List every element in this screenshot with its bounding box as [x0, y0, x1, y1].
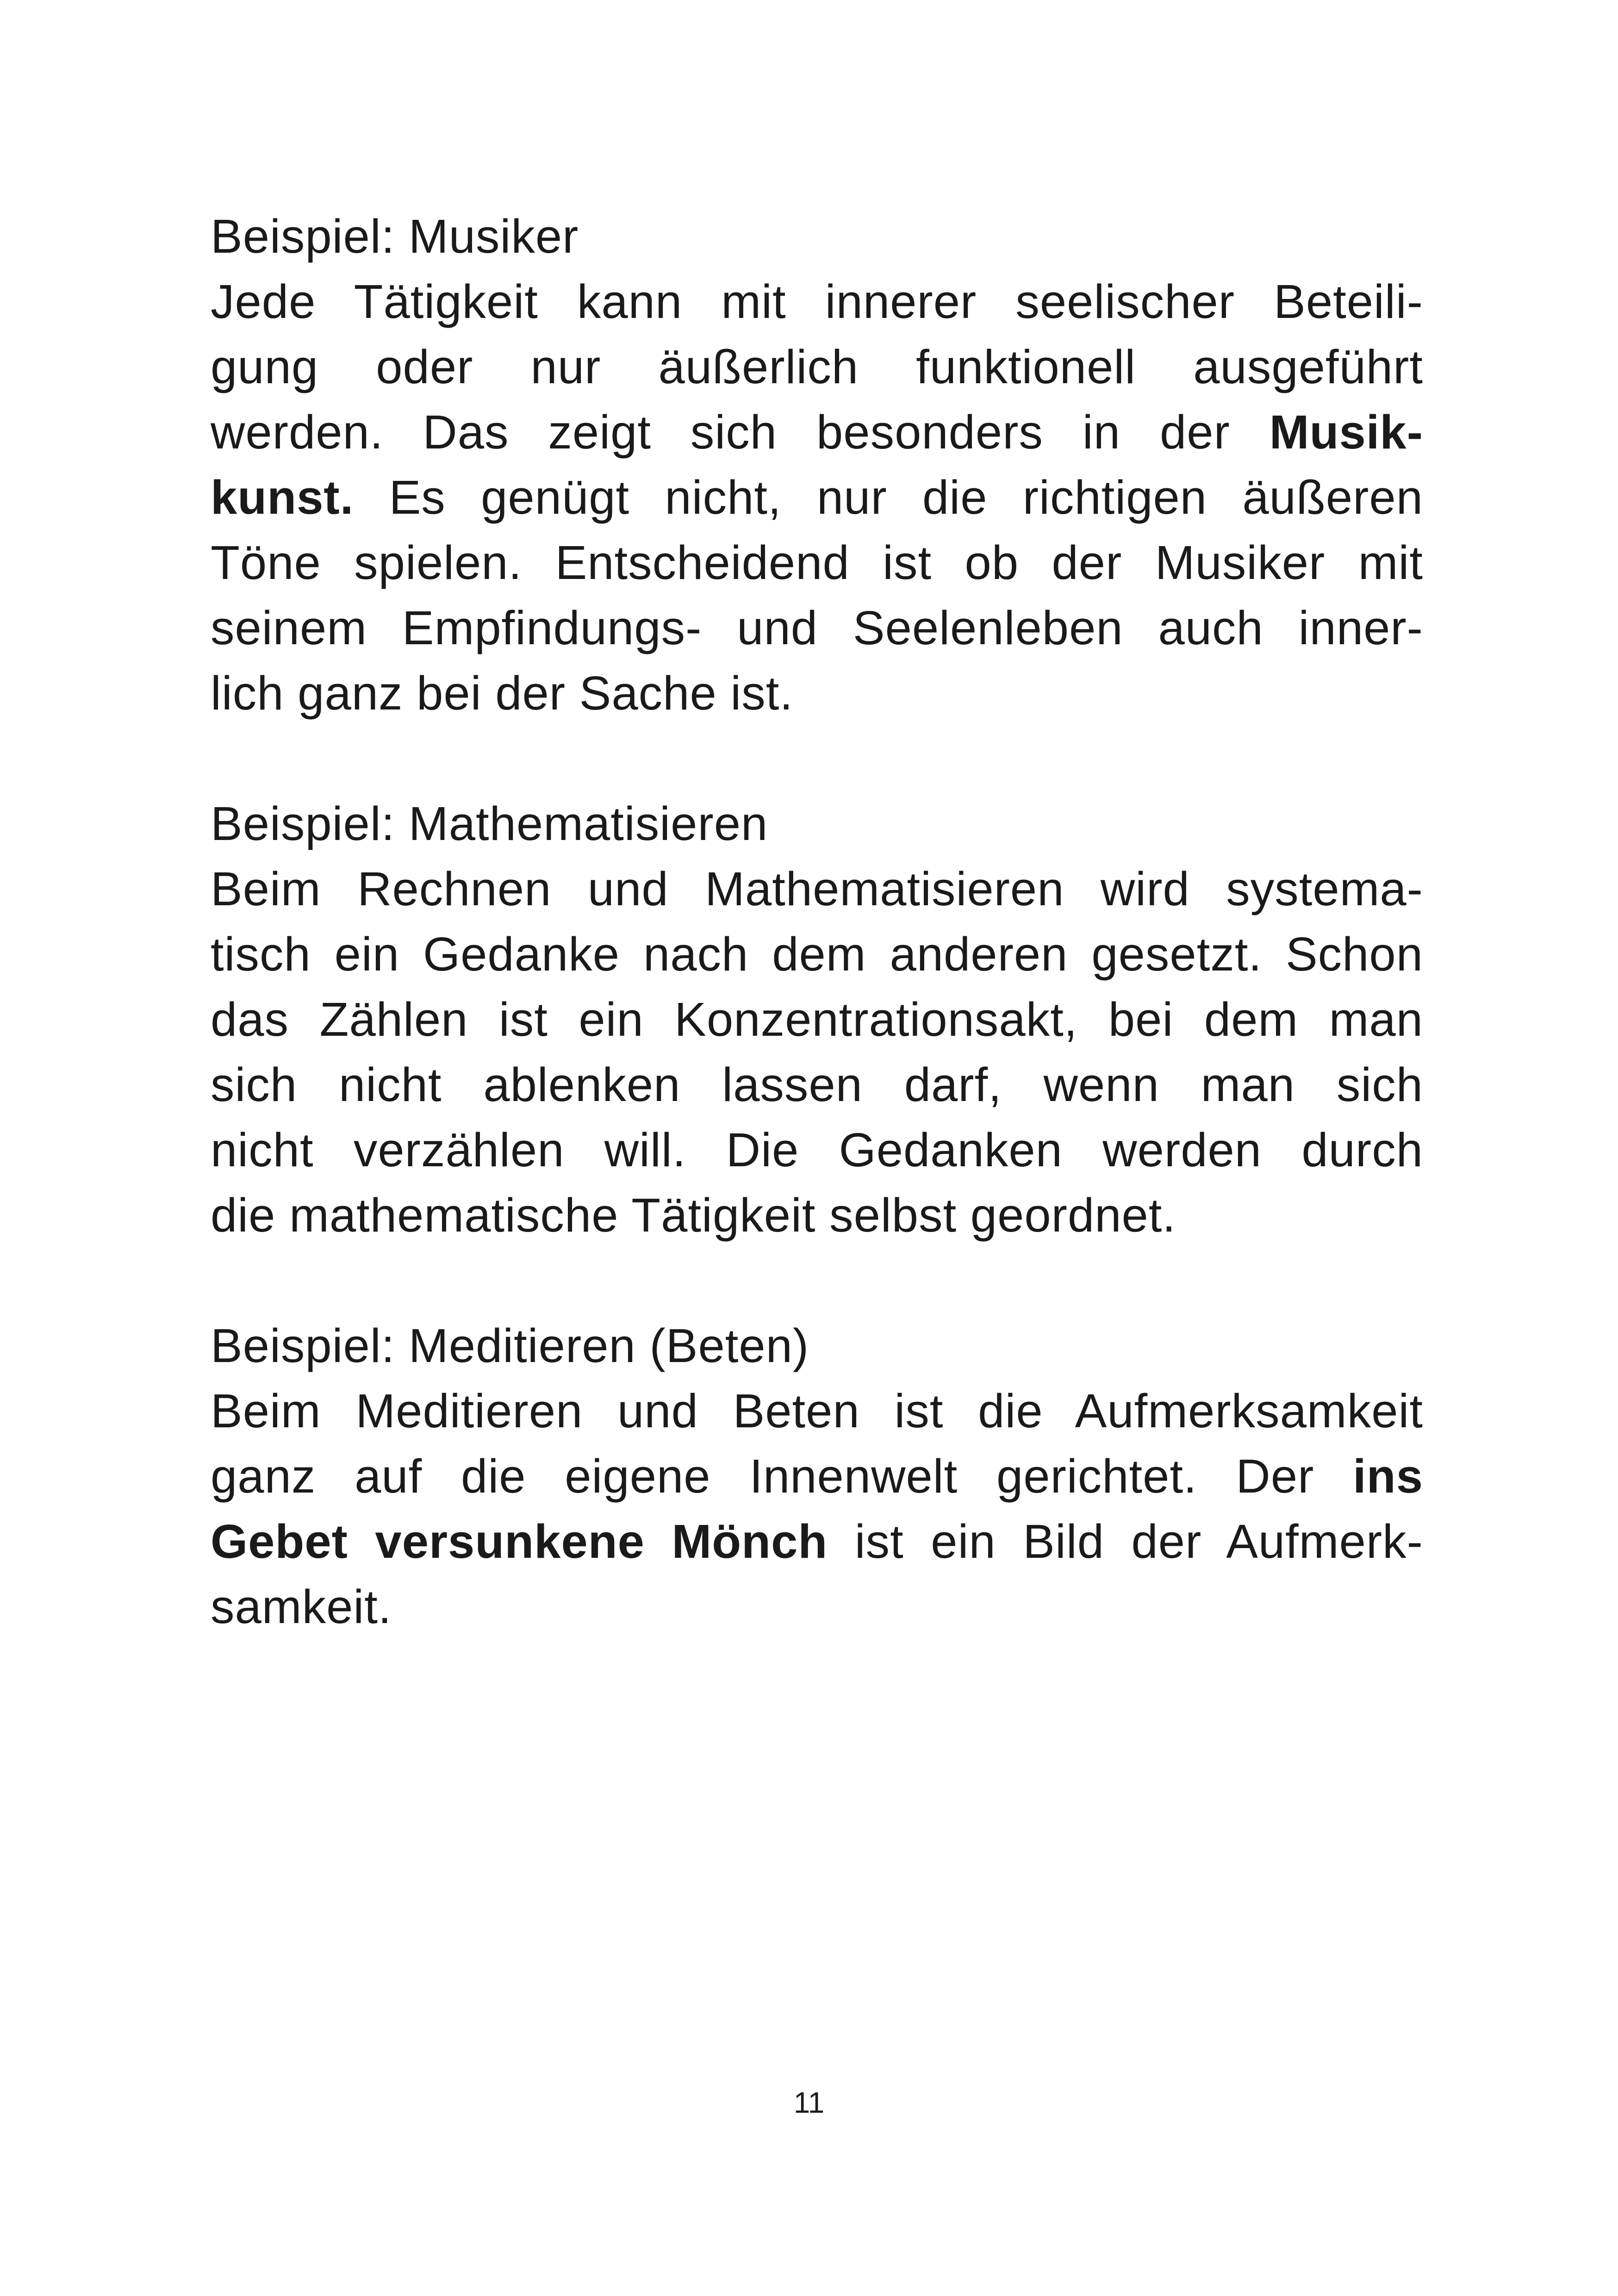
paragraph-line	[211, 1378, 1423, 1444]
paragraph-line	[211, 1509, 1423, 1574]
example-section	[211, 791, 1423, 1248]
page-number: 11	[793, 2086, 825, 2119]
paragraph-line	[211, 465, 1423, 530]
text-segment: nicht verzählen will. Die Gedanken werden durch	[211, 1123, 1423, 1176]
text-segment: ganz auf die eigene Innenwelt gerichtet. Der	[211, 1450, 1353, 1503]
paragraph-line	[211, 856, 1423, 921]
text-segment: werden. Das zeigt sich besonders in der	[211, 405, 1270, 459]
bold-text-segment: Gebet versunkene Mönch	[211, 1515, 828, 1568]
paragraph-line	[211, 1117, 1423, 1182]
text-segment: Es genügt nicht, nur die richtigen äußeren	[354, 471, 1423, 524]
paragraph-line	[211, 1182, 1423, 1248]
paragraph-line	[211, 530, 1423, 595]
paragraph-line	[211, 399, 1423, 465]
text-segment: seinem Empfindungs- und Seelenleben auch inner-	[211, 601, 1423, 654]
text-segment: lich ganz bei der Sache ist.	[211, 666, 793, 720]
bold-text-segment: kunst.	[211, 471, 354, 524]
text-segment: samkeit.	[211, 1580, 392, 1633]
page-body	[211, 204, 1423, 1705]
paragraph-line	[211, 1444, 1423, 1509]
text-segment: gung oder nur äußerlich funktionell ausgeführt	[211, 340, 1423, 393]
paragraph-line	[211, 269, 1423, 334]
bold-text-segment: Musik-	[1269, 405, 1423, 459]
text-segment: das Zählen ist ein Konzentrationsakt, bei dem man	[211, 993, 1423, 1046]
text-segment: Beim Meditieren und Beten ist die Aufmerksamkeit	[211, 1384, 1423, 1437]
section-heading: Beispiel: Meditieren (Beten)	[211, 1319, 809, 1372]
text-segment: sich nicht ablenken lassen darf, wenn man sich	[211, 1058, 1423, 1111]
example-section	[211, 204, 1423, 726]
paragraph-line	[211, 987, 1423, 1052]
paragraph-line	[211, 1574, 1423, 1639]
text-segment: ist ein Bild der Aufmerk-	[828, 1515, 1423, 1568]
text-segment: Beim Rechnen und Mathematisieren wird systema-	[211, 862, 1423, 915]
text-segment: tisch ein Gedanke nach dem anderen gesetzt. Schon	[211, 927, 1423, 981]
text-segment: Töne spielen. Entscheidend ist ob der Musiker mit	[211, 536, 1423, 589]
paragraph-line	[211, 660, 1423, 726]
text-segment: die mathematische Tätigkeit selbst geordnet.	[211, 1188, 1176, 1242]
section-heading: Beispiel: Musiker	[211, 210, 579, 263]
example-section	[211, 1313, 1423, 1639]
paragraph-line	[211, 334, 1423, 399]
paragraph-line	[211, 921, 1423, 987]
paragraph-line	[211, 1052, 1423, 1117]
section-heading: Beispiel: Mathematisieren	[211, 797, 768, 850]
bold-text-segment: ins	[1353, 1450, 1423, 1503]
paragraph-line	[211, 595, 1423, 660]
text-segment: Jede Tätigkeit kann mit innerer seelischer Beteili-	[211, 275, 1423, 328]
